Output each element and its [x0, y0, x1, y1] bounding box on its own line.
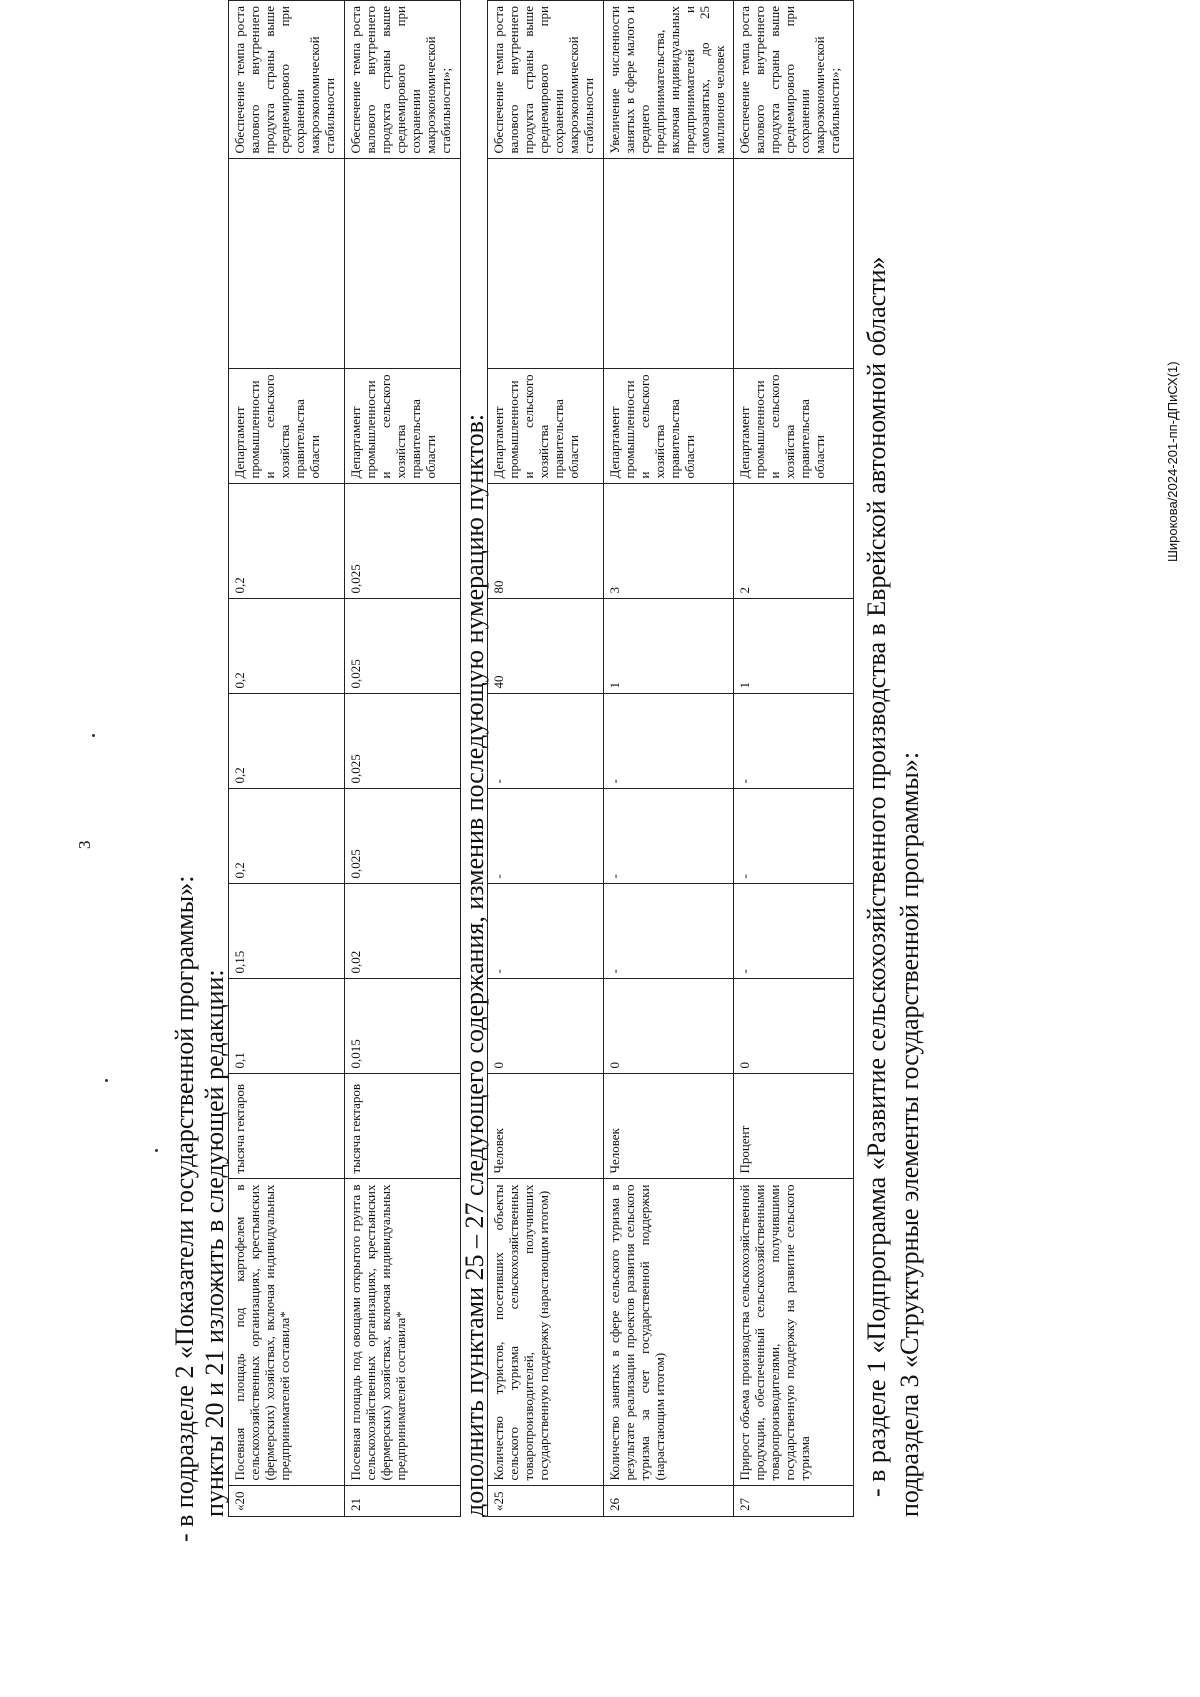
responsible: Департамент промышленности и сельского хозяйства правительства области	[345, 369, 461, 484]
value-cell: 0,025	[345, 694, 461, 789]
indicator-name: Количество занятых в сфере сельского туризма в результате реализации проектов развития сельского туризма за счет государственной поддержки (нарастающим итогом)	[604, 1179, 734, 1486]
empty-cell	[604, 159, 734, 369]
scan-speck	[155, 1149, 158, 1152]
value-cell: 0,2	[229, 484, 345, 599]
value-cell: 40	[488, 599, 604, 694]
indicators-table-1	[228, 0, 461, 1517]
unit: Человек	[488, 1074, 604, 1179]
outro-line-1: - в разделе 1 «Подпрограмма «Развитие сельскохозяйственного производства в Еврейской автономной области»	[862, 256, 891, 1497]
responsible: Департамент промышленности и сельского хозяйства правительства области	[488, 369, 604, 484]
value-cell: 0,025	[345, 484, 461, 599]
row-number: 27	[734, 1486, 854, 1517]
value-cell: 0	[488, 979, 604, 1074]
mid-line: дополнить пунктами 25 – 27 следующего содержания, изменив последующую нумерацию пунктов:	[460, 413, 489, 1517]
intro-line-2: пункты 20 и 21 изложить в следующей редакции:	[200, 969, 229, 1517]
unit: тысяча гектаров	[229, 1074, 345, 1179]
responsible: Департамент промышленности и сельского хозяйства правительства области	[734, 369, 854, 484]
empty-cell	[345, 159, 461, 369]
empty-cell	[229, 159, 345, 369]
page-number: 3	[75, 840, 94, 849]
value-cell: 80	[488, 484, 604, 599]
value-cell: 0	[604, 979, 734, 1074]
value-cell: 0,025	[345, 789, 461, 884]
table-row	[488, 1, 604, 1517]
indicators-table-2	[487, 0, 854, 1517]
unit: Человек	[604, 1074, 734, 1179]
value-cell: -	[488, 884, 604, 979]
value-cell: 0,2	[229, 789, 345, 884]
value-cell: 1	[604, 599, 734, 694]
value-cell: 0,02	[345, 884, 461, 979]
value-cell: -	[604, 789, 734, 884]
indicator-name: Посевная площадь под овощами открытого грунта в сельскохозяйственных организациях, крестьянских (фермерских) хозяйствах, включая индивидуальных предпринимателей составила*	[345, 1179, 461, 1486]
value-cell: -	[734, 694, 854, 789]
value-cell: 0	[734, 979, 854, 1074]
value-cell: 0,1	[229, 979, 345, 1074]
table-row	[734, 1, 854, 1517]
value-cell: 0,015	[345, 979, 461, 1074]
unit: Процент	[734, 1074, 854, 1179]
empty-cell	[734, 159, 854, 369]
value-cell: 1	[734, 599, 854, 694]
table-row	[604, 1, 734, 1517]
intro-line-1: - в подразделе 2 «Показатели государственной программы»:	[170, 875, 199, 1542]
value-cell: -	[604, 694, 734, 789]
responsible: Департамент промышленности и сельского хозяйства правительства области	[604, 369, 734, 484]
goal: Обеспечение темпа роста валового внутреннего продукта страны выше среднемирового при сохранении макроэкономической стабильности»;	[734, 1, 854, 160]
scan-speck	[105, 1079, 108, 1082]
table-row	[229, 1, 345, 1517]
outro-line-2: подраздела 3 «Структурные элементы государственной программы»:	[895, 751, 924, 1517]
row-number: «25	[488, 1486, 604, 1517]
table-row	[345, 1, 461, 1517]
value-cell: -	[488, 694, 604, 789]
value-cell: 3	[604, 484, 734, 599]
value-cell: -	[734, 789, 854, 884]
goal: Обеспечение темпа роста валового внутреннего продукта страны выше среднемирового при сохранении макроэкономической стабильности	[229, 1, 345, 160]
value-cell: -	[734, 884, 854, 979]
row-number: 26	[604, 1486, 734, 1517]
value-cell: 0,025	[345, 599, 461, 694]
goal: Обеспечение темпа роста валового внутреннего продукта страны выше среднемирового при сохранении макроэкономической стабильности	[488, 1, 604, 160]
scan-speck	[92, 734, 95, 737]
value-cell: 2	[734, 484, 854, 599]
responsible: Департамент промышленности и сельского хозяйства правительства области	[229, 369, 345, 484]
empty-cell	[488, 159, 604, 369]
value-cell: -	[488, 789, 604, 884]
unit: тысяча гектаров	[345, 1074, 461, 1179]
goal: Увеличение численности занятых в сфере малого и среднего предпринимательства, включая индивидуальных предпринимателей и самозанятых, до 25 миллионов человек	[604, 1, 734, 160]
value-cell: 0,2	[229, 694, 345, 789]
indicator-name: Количество туристов, посетивших объекты сельского туризма сельскохозяйственных товаропроизводителей, получивших государственную поддержку (нарастающим итогом)	[488, 1179, 604, 1486]
goal: Обеспечение темпа роста валового внутреннего продукта страны выше среднемирового при сохранении макроэкономической стабильности»;	[345, 1, 461, 160]
value-cell: -	[604, 884, 734, 979]
value-cell: 0,15	[229, 884, 345, 979]
indicator-name: Прирост объема производства сельскохозяйственной продукции, обеспеченный сельскохозяйственными товаропроизводителями, получившими государственную поддержку на развитие сельского туризма	[734, 1179, 854, 1486]
row-number: «20	[229, 1486, 345, 1517]
document-code: Широкова/2024-201-пп-ДПиСХ(1)	[1165, 361, 1180, 562]
value-cell: 0,2	[229, 599, 345, 694]
indicator-name: Посевная площадь под картофелем в сельскохозяйственных организациях, крестьянских (фермерских) хозяйствах, включая индивидуальных предпринимателей составила*	[229, 1179, 345, 1486]
row-number: 21	[345, 1486, 461, 1517]
